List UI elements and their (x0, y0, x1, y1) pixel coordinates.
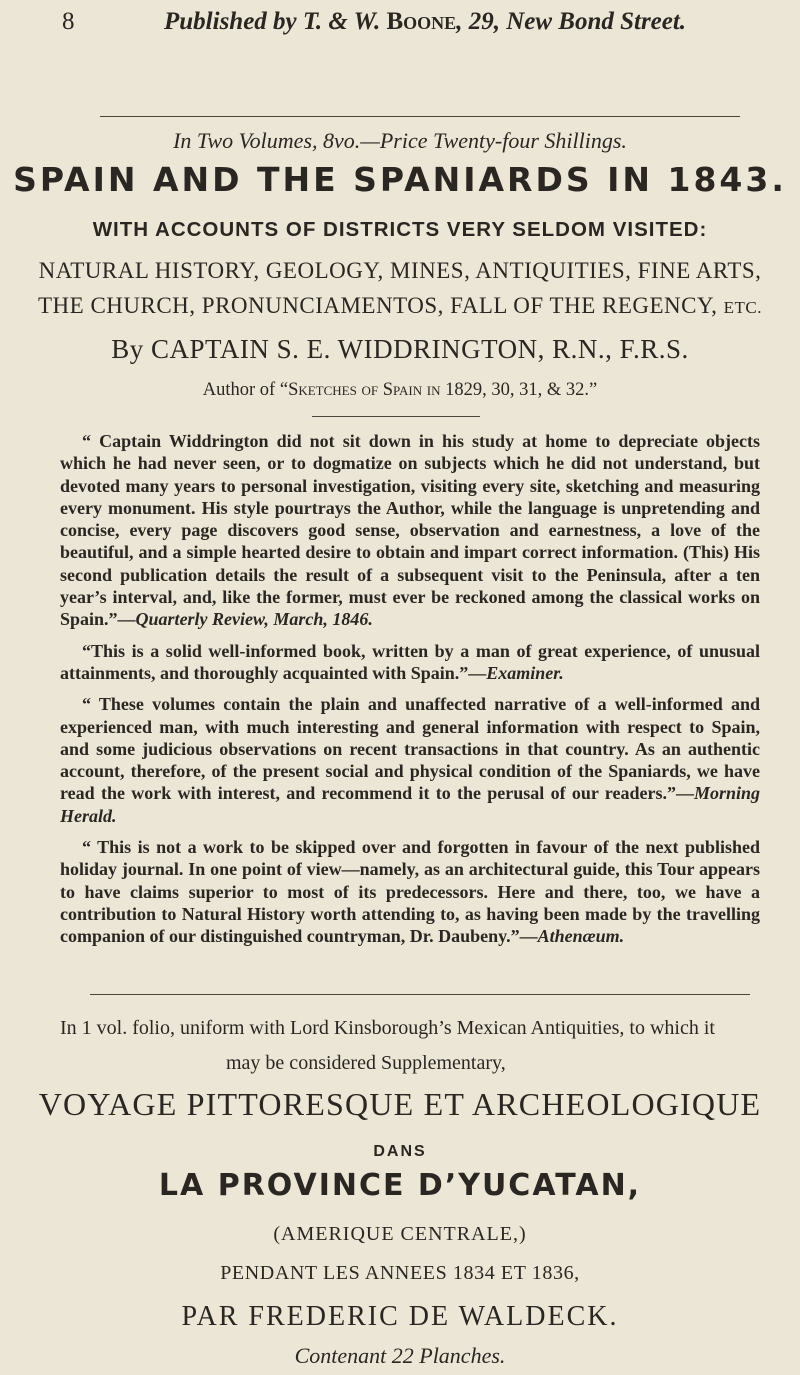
review-athenaeum (60, 836, 760, 947)
topics-etc: ETC. (723, 298, 763, 317)
book2-intro-line2: may be considered Supplementary, (226, 1052, 506, 1074)
review-quarterly (60, 430, 760, 631)
publisher-prefix: Published by T. & W. (164, 8, 387, 35)
publisher-line (164, 8, 686, 36)
book2-intro (60, 1011, 760, 1081)
book1-author: By CAPTAIN S. E. WIDDRINGTON, R.N., F.R.S. (111, 334, 689, 364)
short-rule-1 (312, 416, 480, 417)
review-text: “ These volumes contain the plain and unaffected narrative of a well-informed and experienced man, with much interesting and general information with respect to Spain, and some judicious observations on recent transactions in that country. As an authentic account, therefore, of the present social and physical condition of the Spaniards, we have read the work with interest, and recommend it to the perusal of our readers.”— (60, 694, 760, 804)
book1-topics-line2 (0, 293, 800, 319)
review-source: Quarterly Review, March, 1846. (135, 609, 373, 630)
review-source: Morning Herald. (60, 783, 760, 826)
review-text: “ Captain Widdrington did not sit down in his study at home to depreciate objects which he had never seen, or to dogmatize on subjects which he did not understand, but devoted many years to personal investigation, visiting every site, sketching and measuring every monument. His style pourtrays the Author, while the language is unpretending and concise, every page discovers good sense, observation and earnestness, a love of the beautiful, and a simple hearted desire to obtain and impart correct information. (This) His second publication details the result of a subsequent visit to the Peninsula, after a ten year’s interval, and, like the former, must ever be reckoned among the classical works on Spain.”— (60, 431, 760, 630)
volumes-line: In Two Volumes, 8vo.—Price Twenty-four Shillings. (173, 128, 627, 153)
book2-amerique: (AMERIQUE CENTRALE,) (273, 1223, 527, 1245)
review-text: “ This is not a work to be skipped over and forgotten in favour of the next published holiday journal. In one point of view—namely, as an architectural guide, this Tour appears to have claims superior to most of its predecessors. Here and there, too, we have a contribution to Natural History worth attending to, as having been made by the travelling companion of our distinguished countryman, Dr. Daubeny.”— (60, 837, 760, 947)
book1-subtitle: WITH ACCOUNTS OF DISTRICTS VERY SELDOM VISITED: (92, 218, 708, 241)
page-number: 8 (62, 8, 75, 35)
book1-title: SPAIN AND THE SPANIARDS IN 1843. (13, 160, 787, 199)
header-rule (100, 116, 740, 117)
author-note-prefix: Author of “ (202, 380, 289, 400)
book1-topics-line1: NATURAL HISTORY, GEOLOGY, MINES, ANTIQUITIES, FINE ARTS, (38, 258, 762, 283)
book2-contenant: Contenant 22 Planches. (294, 1343, 506, 1368)
book2-intro-line1: In 1 vol. folio, uniform with Lord Kinsborough’s Mexican Antiquities, to which it (60, 1017, 715, 1039)
review-morning-herald (60, 693, 760, 827)
reviews-section (60, 430, 760, 957)
book2-author: PAR FREDERIC DE WALDECK. (181, 1301, 619, 1332)
page-header (62, 8, 762, 42)
publisher-name: Boone (386, 8, 457, 35)
topics-line2-text: THE CHURCH, PRONUNCIAMENTOS, FALL OF THE REGENCY, (37, 293, 724, 318)
book2-pendant: PENDANT LES ANNEES 1834 ET 1836, (220, 1262, 580, 1284)
review-examiner (60, 640, 760, 685)
review-text: “This is a solid well-informed book, written by a man of great experience, of unusual attainments, and thoroughly acquainted with Spain.”— (60, 640, 760, 683)
author-note-work: Sketches of Spain in (288, 380, 441, 400)
book1-author-note (0, 380, 800, 401)
review-source: Examiner. (486, 662, 564, 683)
review-source: Athenæum. (537, 926, 625, 947)
publisher-suffix: , 29, New Bond Street. (456, 8, 687, 35)
book2-title: VOYAGE PITTORESQUE ET ARCHEOLOGIQUE (38, 1086, 762, 1122)
section-rule (90, 994, 750, 995)
author-note-suffix: 1829, 30, 31, & 32.” (440, 380, 598, 400)
book2-dans: DANS (373, 1143, 427, 1160)
book2-province: LA PROVINCE D’YUCATAN, (158, 1168, 642, 1203)
